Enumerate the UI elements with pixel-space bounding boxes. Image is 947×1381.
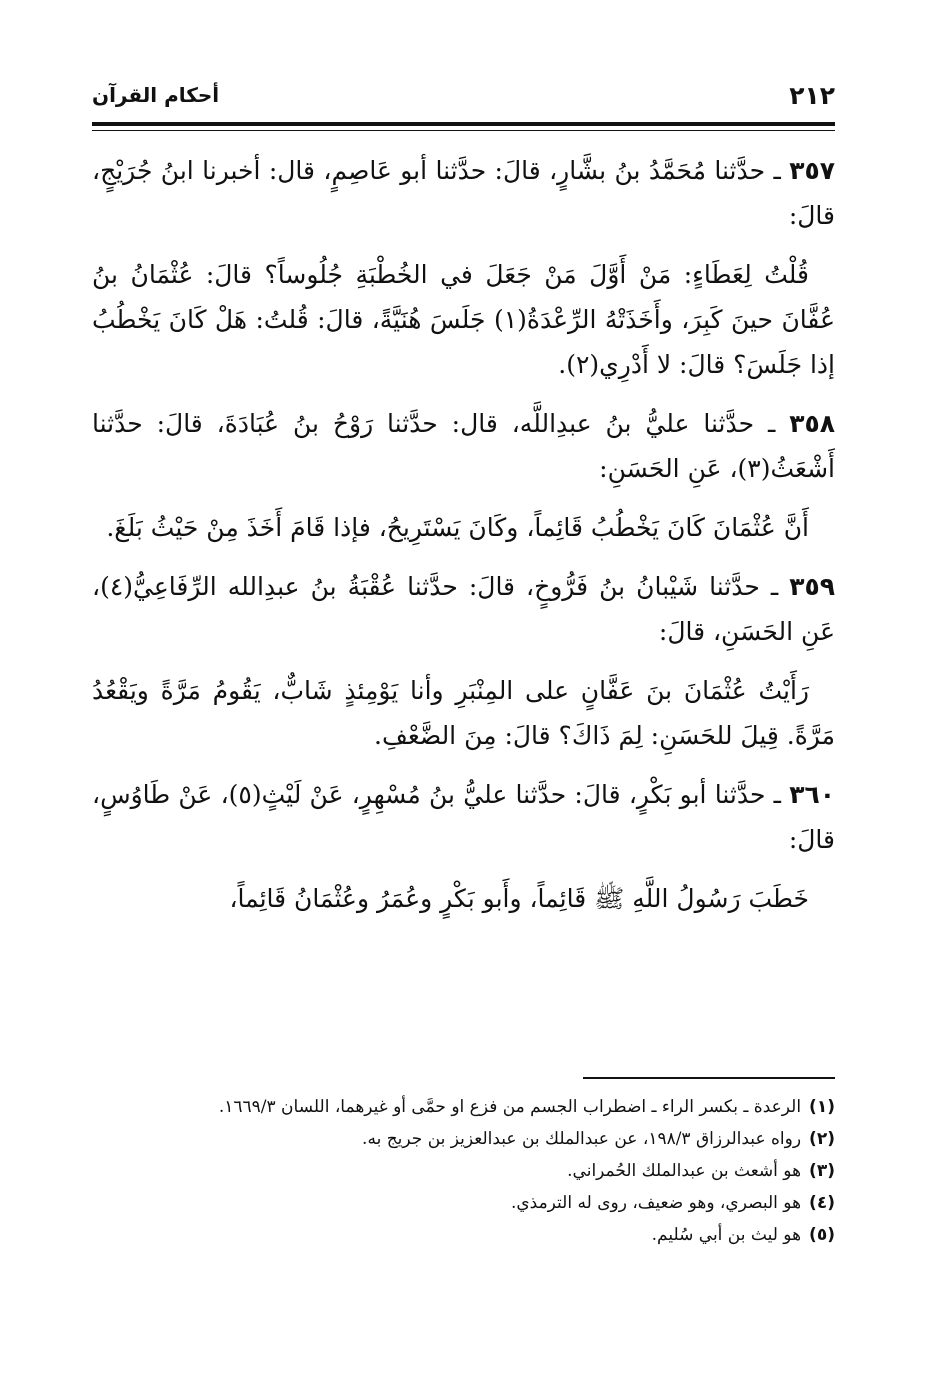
isnad-text: ـ حدَّثنا أبو بَكْرٍ، قالَ: حدَّثنا عليُّ بنُ مُسْهِرٍ، عَنْ لَيْثٍ(٥)، عَنْ طَاوُسٍ، قالَ: [92,780,835,854]
footnote-text: رواه عبدالرزاق ١٩٨/٣، عن عبدالملك بن عبدالعزيز بن جريج به. [362,1129,802,1149]
footnote-number: (٥) [809,1225,835,1245]
book-title: أحكام القرآن [92,83,220,107]
footnote-number: (٢) [809,1129,835,1149]
isnad-text: ـ حدَّثنا مُحَمَّدُ بنُ بشَّارٍ، قالَ: حدَّثنا أبو عَاصِمٍ، قال: أخبرنا ابنُ جُرَيْجٍ، قالَ: [92,156,835,230]
hadith-number: ٣٥٨ [789,409,835,438]
isnad-text: ـ حدَّثنا عليُّ بنُ عبدِاللَّه، قال: حدَّثنا رَوْحُ بنُ عُبَادَةَ، قالَ: حدَّثنا أَشْعَثُ(٣)، عَنِ الحَسَنِ: [92,409,835,483]
footnotes [92,1092,835,1252]
footnote-4 [92,1188,835,1218]
footnote-1 [92,1092,835,1122]
hadith-358-isnad [92,401,835,491]
footnote-text: الرعدة ـ بكسر الراء ـ اضطراب الجسم من فزع او حمَّى أو غيرهما، اللسان ١٦٦٩/٣. [218,1097,802,1117]
hadith-number: ٣٥٩ [789,572,835,601]
hadith-359-isnad [92,564,835,654]
hadith-357-matn: قُلْتُ لِعَطَاءٍ: مَنْ أَوَّلَ مَنْ جَعَلَ في الخُطْبَةِ جُلُوساً؟ قالَ: عُثْمَانُ بنُ عُفَّانَ حينَ كَبِرَ، وأَخَذَتْهُ الرِّعْدَةُ(١) جَلَسَ هُنَيَّةً، قالَ: قُلتُ: هَلْ كَانَ يَخْطُبُ إذا جَلَسَ؟ قالَ: لا أَدْرِي(٢). [92,260,835,379]
main-text [92,148,835,935]
header-rule-thin [92,130,835,131]
hadith-357-isnad [92,148,835,238]
header-rule-thick [92,122,835,126]
isnad-text: ـ حدَّثنا شَيْبانُ بنُ فَرُّوخٍ، قالَ: حدَّثنا عُقْبَةُ بنُ عبدِالله الرِّفَاعِيُّ(٤)، عَنِ الحَسَنِ، قالَ: [92,572,835,646]
footnote-5 [92,1220,835,1250]
footnote-text: هو البصري، وهو ضعيف، روى له الترمذي. [510,1193,802,1213]
footnote-separator [583,1077,835,1079]
hadith-360-matn: خَطَبَ رَسُولُ اللَّهِ ﷺ قَائِماً، وأَبو بَكْرٍ وعُمَرُ وعُثْمَانُ قَائِماً، [229,884,809,913]
hadith-number: ٣٦٠ [789,780,835,809]
page-header [92,78,835,112]
footnote-number: (١) [809,1097,835,1117]
footnote-text: هو ليث بن أبي سُليم. [651,1225,802,1245]
footnote-number: (٤) [809,1193,835,1213]
footnote-text: هو أشعث بن عبدالملك الحُمراني. [567,1161,802,1181]
footnote-3 [92,1156,835,1186]
hadith-358-matn: أَنَّ عُثْمَانَ كَانَ يَخْطُبُ قَائِماً، وكَانَ يَسْتَرِيحُ، فإذا قَامَ أَخَذَ مِنْ حَيْثُ بَلَغَ. [106,513,809,542]
hadith-number: ٣٥٧ [789,156,835,185]
footnote-2 [92,1124,835,1154]
hadith-360-isnad [92,772,835,862]
footnote-number: (٣) [809,1161,835,1181]
hadith-359-matn: رَأَيْتُ عُثْمَانَ بنَ عَفَّانٍ على المِنْبَرِ وأنا يَوْمِئذٍ شَابٌّ، يَقُومُ مَرَّةً ويَقْعُدُ مَرَّةً. قِيلَ للحَسَنِ: لِمَ ذَاكَ؟ قالَ: مِنَ الضَّعْفِ. [92,676,835,750]
page-number: ٢١٢ [789,80,835,110]
